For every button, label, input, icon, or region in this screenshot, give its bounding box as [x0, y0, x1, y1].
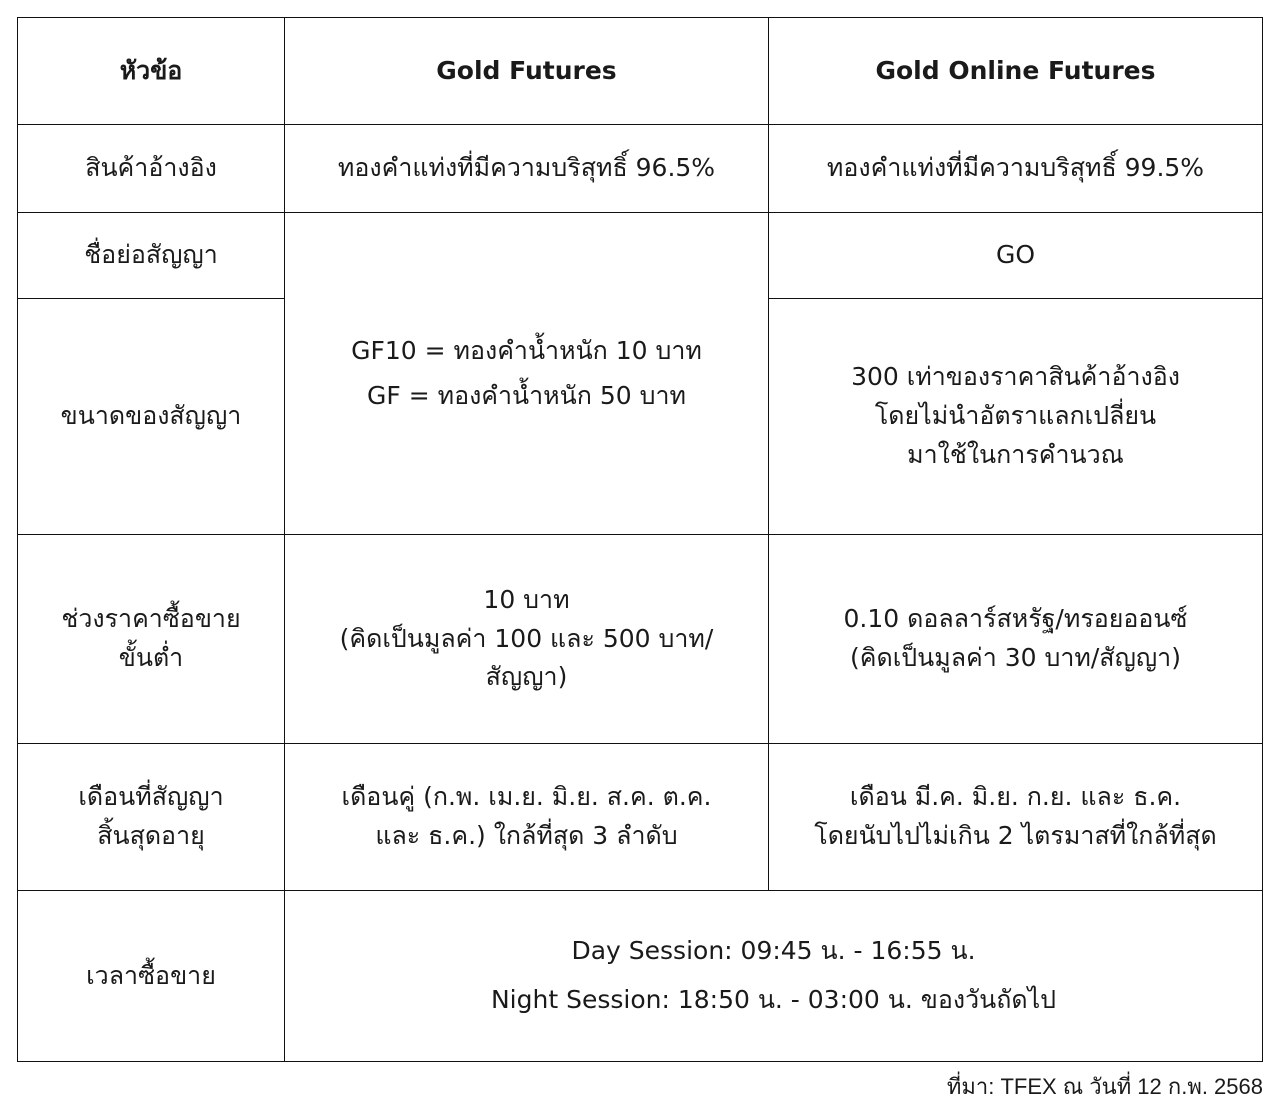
cell-line: เดือน มี.ค. มิ.ย. ก.ย. และ ธ.ค.	[849, 782, 1182, 812]
cell-line: GF10 = ทองคำน้ำหนัก 10 บาท	[351, 335, 702, 365]
source-note: ที่มา: TFEX ณ วันที่ 12 ก.พ. 2568	[946, 1074, 1263, 1099]
table-row	[18, 213, 1263, 299]
cell-tick-gold-futures	[285, 535, 769, 744]
cell-expiry-gold-online	[769, 744, 1263, 891]
cell-line: 10 บาท	[483, 584, 570, 614]
cell-line: Day Session: 09:45 น. - 16:55 น.	[571, 936, 976, 966]
cell-symbol-gold-online: GO	[769, 213, 1263, 299]
cell-line: สิ้นสุดอายุ	[97, 821, 205, 850]
cell-line: สัญญา)	[485, 662, 568, 692]
row-label-hours: เวลาซื้อขาย	[18, 891, 285, 1062]
cell-size-gold-online	[769, 299, 1263, 535]
cell-line: โดยไม่นำอัตราแลกเปลี่ยน	[874, 401, 1157, 431]
cell-expiry-gold-futures	[285, 744, 769, 891]
row-label-size: ขนาดของสัญญา	[18, 299, 285, 535]
row-label-underlying: สินค้าอ้างอิง	[18, 125, 285, 213]
table-row	[18, 891, 1263, 1062]
table-header-row	[18, 18, 1263, 125]
table-row	[18, 125, 1263, 213]
cell-line: ช่วงราคาซื้อขาย	[61, 604, 241, 634]
cell-underlying-gold-online: ทองคำแท่งที่มีความบริสุทธิ์ 99.5%	[769, 125, 1263, 213]
header-topic: หัวข้อ	[18, 18, 285, 125]
cell-line: Night Session: 18:50 น. - 03:00 น. ของวันถัดไป	[490, 985, 1057, 1014]
header-gold-online-futures: Gold Online Futures	[769, 18, 1263, 125]
cell-line: 0.10 ดอลลาร์สหรัฐ/ทรอยออนซ์	[843, 604, 1188, 634]
table-row	[18, 744, 1263, 891]
cell-line: GF = ทองคำน้ำหนัก 50 บาท	[367, 380, 686, 410]
cell-line: และ ธ.ค.) ใกล้ที่สุด 3 ลำดับ	[375, 821, 678, 850]
cell-tick-gold-online	[769, 535, 1263, 744]
row-label-symbol: ชื่อย่อสัญญา	[18, 213, 285, 299]
cell-line: เดือนคู่ (ก.พ. เม.ย. มิ.ย. ส.ค. ต.ค.	[341, 782, 712, 812]
comparison-table	[17, 17, 1263, 1062]
header-gold-futures: Gold Futures	[285, 18, 769, 125]
cell-line: โดยนับไปไม่เกิน 2 ไตรมาสที่ใกล้ที่สุด	[814, 821, 1217, 850]
cell-line: ขั้นต่ำ	[118, 643, 184, 672]
row-label-expiry	[18, 744, 285, 891]
cell-line: (คิดเป็นมูลค่า 30 บาท/สัญญา)	[850, 643, 1181, 672]
cell-line: เดือนที่สัญญา	[78, 782, 224, 812]
table-row	[18, 535, 1263, 744]
cell-size-gold-futures	[285, 213, 769, 535]
cell-line: 300 เท่าของราคาสินค้าอ้างอิง	[851, 362, 1180, 392]
cell-line: มาใช้ในการคำนวณ	[907, 439, 1124, 469]
cell-trading-hours	[285, 891, 1263, 1062]
cell-underlying-gold-futures: ทองคำแท่งที่มีความบริสุทธิ์ 96.5%	[285, 125, 769, 213]
row-label-tick	[18, 535, 285, 744]
cell-line: (คิดเป็นมูลค่า 100 และ 500 บาท/	[339, 623, 714, 653]
